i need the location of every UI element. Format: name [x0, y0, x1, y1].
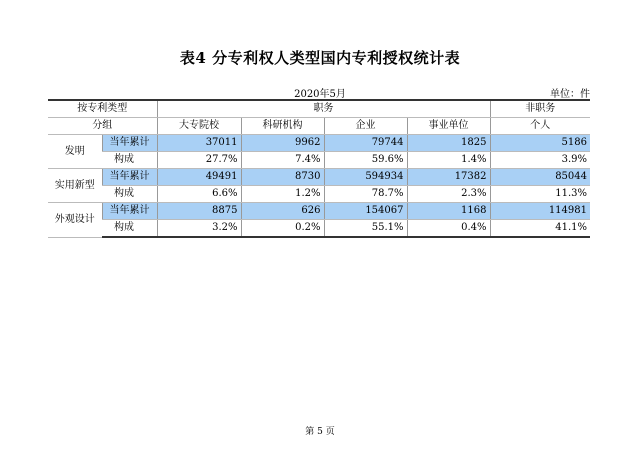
row-label: 当年累计	[102, 169, 157, 186]
cell: 1.2%	[241, 186, 324, 203]
column-header: 大专院校	[157, 118, 241, 135]
cell: 85044	[490, 169, 590, 186]
cell: 27.7%	[157, 152, 241, 169]
column-header: 科研机构	[241, 118, 324, 135]
cell: 2.3%	[407, 186, 490, 203]
cell: 114981	[490, 203, 590, 220]
page-number: 第 5 页	[305, 427, 335, 437]
cell: 8730	[241, 169, 324, 186]
column-header: 个人	[490, 118, 590, 135]
cell: 1.4%	[407, 152, 490, 169]
cell: 8875	[157, 203, 241, 220]
patent-grant-table	[48, 99, 590, 238]
cell: 0.4%	[407, 220, 490, 238]
category-label: 实用新型	[48, 169, 102, 203]
header-row-2	[48, 118, 590, 135]
cell: 55.1%	[324, 220, 407, 238]
cell: 154067	[324, 203, 407, 220]
nonservice-group-header: 非职务	[490, 100, 590, 118]
report-date: 2020年5月	[294, 89, 346, 100]
column-header: 事业单位	[407, 118, 490, 135]
cell: 41.1%	[490, 220, 590, 238]
cell: 3.9%	[490, 152, 590, 169]
row-label: 当年累计	[102, 203, 157, 220]
cell: 594934	[324, 169, 407, 186]
row-label: 当年累计	[102, 135, 157, 152]
row-label: 构成	[102, 152, 157, 169]
category-label: 发明	[48, 135, 102, 169]
row-label: 构成	[102, 220, 157, 238]
table-row	[48, 152, 590, 169]
cell: 78.7%	[324, 186, 407, 203]
header-row-1	[48, 100, 590, 118]
cell: 1825	[407, 135, 490, 152]
table-row	[48, 135, 590, 152]
cell: 1168	[407, 203, 490, 220]
table-row	[48, 203, 590, 220]
row-label: 构成	[102, 186, 157, 203]
unit-label: 单位：件	[550, 89, 590, 100]
page-title: 表4 分专利权人类型国内专利授权统计表	[179, 49, 461, 67]
cell: 6.6%	[157, 186, 241, 203]
cell: 11.3%	[490, 186, 590, 203]
column-header: 企业	[324, 118, 407, 135]
cell: 79744	[324, 135, 407, 152]
cell: 3.2%	[157, 220, 241, 238]
cell: 0.2%	[241, 220, 324, 238]
table-row	[48, 186, 590, 203]
table-row	[48, 169, 590, 186]
cell: 17382	[407, 169, 490, 186]
cell: 626	[241, 203, 324, 220]
cell: 7.4%	[241, 152, 324, 169]
table-row	[48, 220, 590, 238]
corner-header-bottom: 分组	[48, 118, 157, 135]
corner-header-top: 按专利类型	[48, 100, 157, 118]
cell: 5186	[490, 135, 590, 152]
category-label: 外观设计	[48, 203, 102, 238]
cell: 9962	[241, 135, 324, 152]
cell: 37011	[157, 135, 241, 152]
cell: 49491	[157, 169, 241, 186]
service-group-header: 职务	[157, 100, 490, 118]
cell: 59.6%	[324, 152, 407, 169]
